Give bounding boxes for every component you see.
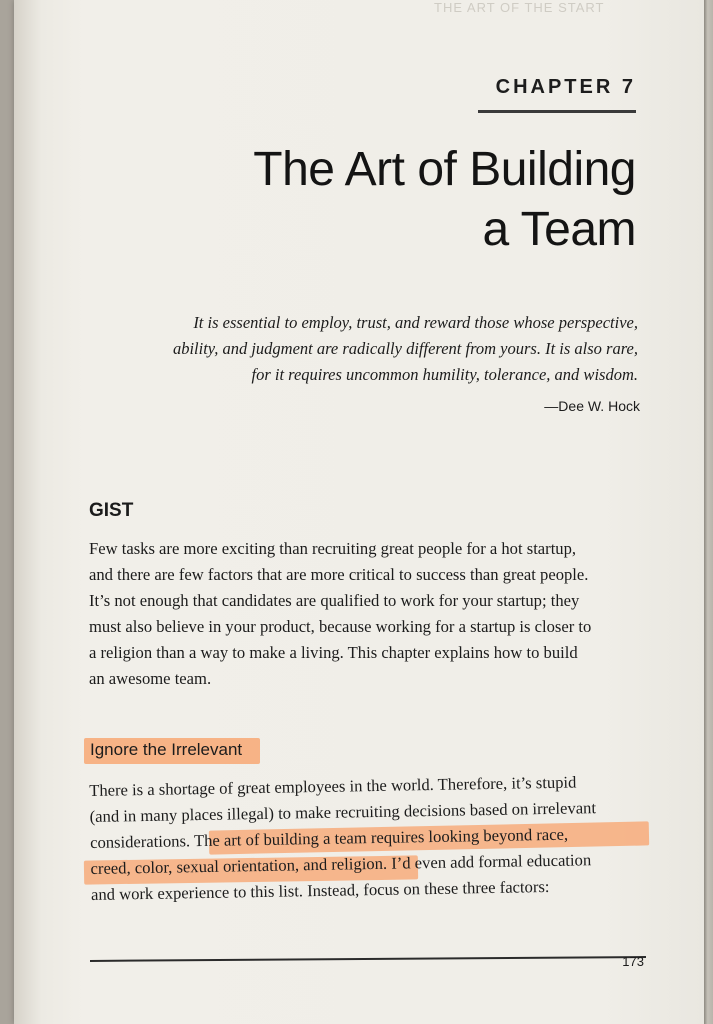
epigraph-line-2: ability, and judgment are radically different from yours. It is also rare, bbox=[172, 339, 638, 358]
epigraph-attribution: —Dee W. Hock bbox=[544, 398, 640, 414]
gist-paragraph bbox=[89, 536, 645, 692]
gist-line: and there are few factors that are more critical to success than great people. bbox=[89, 565, 589, 584]
section-line: There is a shortage of great employees in the world. Therefore, it’s stupid bbox=[89, 772, 577, 800]
gist-line: Few tasks are more exciting than recruiting great people for a hot startup, bbox=[89, 539, 577, 558]
gist-line: It’s not enough that candidates are qualified to work for your startup; they bbox=[89, 591, 580, 610]
epigraph bbox=[96, 310, 638, 388]
section-heading: Ignore the Irrelevant bbox=[90, 740, 243, 759]
footer-rule bbox=[90, 956, 646, 961]
gist-line: must also believe in your product, because working for a startup is closer to bbox=[89, 617, 592, 636]
highlighted-text: The art of building a team requires looking beyond race, bbox=[193, 824, 569, 851]
section-line: and work experience to this list. Instead, focus on these three factors: bbox=[90, 876, 550, 904]
section-line: (and in many places illegal) to make recruiting decisions based on irrelevant bbox=[89, 798, 597, 826]
epigraph-line-3: for it requires uncommon humility, tolerance, and wisdom. bbox=[251, 365, 638, 384]
page-edge bbox=[704, 0, 713, 1024]
section-text: considerations. bbox=[89, 831, 195, 852]
gist-line: a religion than a way to make a living. This chapter explains how to build bbox=[89, 643, 578, 662]
title-line-2: a Team bbox=[482, 203, 636, 256]
page-number: 173 bbox=[622, 954, 644, 969]
gist-heading: GIST bbox=[89, 500, 134, 521]
section-paragraph bbox=[89, 768, 647, 908]
chapter-rule bbox=[478, 110, 636, 113]
chapter-title bbox=[114, 140, 636, 260]
book-page bbox=[14, 0, 704, 1024]
gist-line: an awesome team. bbox=[89, 669, 212, 688]
chapter-label: CHAPTER 7 bbox=[495, 76, 636, 98]
section-text: . I’d even add formal education bbox=[382, 850, 592, 873]
epigraph-line-1: It is essential to employ, trust, and reward those whose perspective, bbox=[193, 313, 638, 332]
title-line-1: The Art of Building bbox=[253, 143, 636, 196]
running-head-ghost: THE ART OF THE START bbox=[434, 0, 605, 15]
highlighted-text: creed, color, sexual orientation, and religion bbox=[90, 853, 384, 878]
